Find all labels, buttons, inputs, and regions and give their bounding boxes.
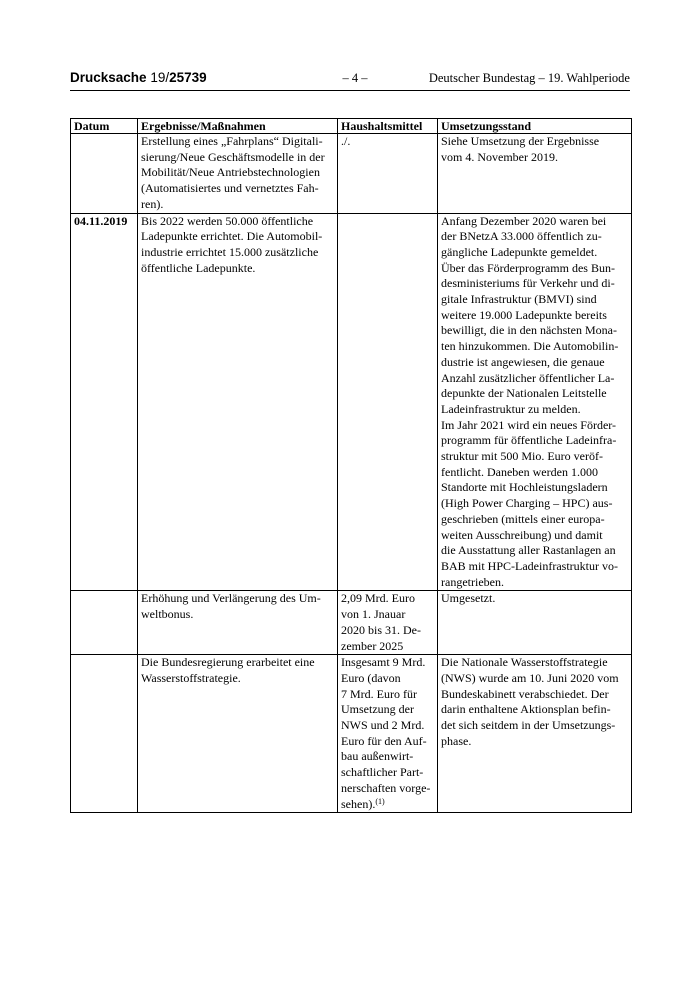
cell-line: der BNetzA 33.000 öffentlich zu-: [441, 229, 602, 244]
measures-cell: [138, 655, 338, 813]
status-cell: [438, 591, 632, 655]
cell-line: bewilligt, die in den nächsten Mona-: [441, 323, 617, 338]
cell-line: gängliche Ladepunkte gemeldet.: [441, 244, 598, 259]
column-header-measures: Ergebnisse/Maßnahmen: [138, 119, 338, 134]
cell-line: Über das Förderprogramm des Bun-: [441, 260, 615, 275]
cell-line: schaftlicher Part-: [341, 765, 424, 780]
cell-line: Erhöhung und Verlängerung des Um-: [141, 591, 321, 606]
cell-line: det sich seitdem in der Umsetzungs-: [441, 718, 616, 733]
cell-line: NWS und 2 Mrd.: [341, 718, 425, 733]
column-header-budget: Haushaltsmittel: [338, 119, 438, 134]
cell-line: ren).: [141, 196, 164, 211]
status-cell: [438, 213, 632, 591]
cell-line: 2,09 Mrd. Euro: [341, 591, 415, 606]
table-row: [71, 213, 632, 591]
page-number: – 4 –: [342, 71, 368, 85]
status-cell: [438, 134, 632, 214]
table-row: [71, 591, 632, 655]
cell-line: fentlicht. Daneben werden 1.000: [441, 464, 598, 479]
budget-cell: [338, 213, 438, 591]
cell-line: weitere 19.000 Ladepunkte bereits: [441, 307, 607, 322]
cell-line: rangetrieben.: [441, 574, 504, 589]
cell-line: weiten Ausschreibung) und damit: [441, 527, 603, 542]
cell-line: Erstellung eines „Fahrplans“ Digitali-: [141, 134, 323, 148]
cell-line: Bis 2022 werden 50.000 öffentliche: [141, 213, 314, 228]
cell-text: sehen).: [341, 796, 376, 811]
cell-line: (NWS) wurde am 10. Juni 2020 vom: [441, 670, 619, 685]
budget-cell: [338, 591, 438, 655]
footnote-marker: (1): [375, 796, 385, 806]
date-cell: [71, 655, 138, 813]
measures-cell: [138, 591, 338, 655]
budget-cell: [338, 655, 438, 813]
cell-line: (High Power Charging – HPC) aus-: [441, 496, 613, 511]
document-number-value: 25739: [169, 70, 207, 85]
measures-cell: [138, 134, 338, 214]
parliament-period: Deutscher Bundestag – 19. Wahlperiode: [428, 71, 630, 85]
column-header-status: Umsetzungsstand: [438, 119, 632, 134]
cell-line: Ladeinfrastruktur zu melden.: [441, 401, 581, 416]
status-cell: [438, 655, 632, 813]
header-rule: [70, 90, 630, 91]
page-header: [70, 70, 630, 90]
cell-line: Im Jahr 2021 wird ein neues Förder-: [441, 417, 617, 432]
cell-line: ./.: [341, 134, 351, 148]
cell-line: nerschaften vorge-: [341, 780, 431, 795]
cell-line: Umsetzung der: [341, 702, 414, 717]
measures-table: [70, 118, 632, 813]
cell-line: geschrieben (mittels einer europa-: [441, 511, 605, 526]
cell-line: zember 2025: [341, 638, 404, 653]
cell-line: Euro (davon: [341, 670, 401, 685]
cell-line: industrie errichtet 15.000 zusätzliche: [141, 244, 319, 259]
document-number: [70, 70, 207, 85]
cell-line: struktur mit 500 Mio. Euro veröf-: [441, 449, 603, 464]
cell-line: desministeriums für Verkehr und di-: [441, 276, 615, 291]
cell-line: Umgesetzt.: [441, 591, 496, 606]
cell-line: ten hinzukommen. Die Automobilin-: [441, 339, 619, 354]
cell-line: Die Nationale Wasserstoffstrategie: [441, 655, 608, 670]
cell-line: Die Bundesregierung erarbeitet eine: [141, 655, 315, 670]
cell-line: darin enthaltene Aktionsplan befin-: [441, 702, 611, 717]
cell-line: Anzahl zusätzlicher öffentlicher La-: [441, 370, 615, 385]
date-cell: [71, 591, 138, 655]
cell-line: [341, 797, 434, 813]
table-row: [71, 134, 632, 214]
cell-line: (Automatisiertes und vernetztes Fah-: [141, 181, 319, 196]
cell-line: bau außenwirt-: [341, 749, 414, 764]
cell-line: vom 4. November 2019.: [441, 149, 558, 164]
cell-line: die Ausstattung aller Rastanlagen an: [441, 543, 616, 558]
budget-cell: [338, 134, 438, 214]
cell-line: Mobilität/Neue Antriebstechnologien: [141, 165, 320, 180]
cell-line: Euro für den Auf-: [341, 733, 427, 748]
cell-line: dustrie ist angewiesen, die genaue: [441, 354, 605, 369]
document-number-prefix: 19/: [150, 70, 170, 85]
cell-line: Anfang Dezember 2020 waren bei: [441, 213, 607, 228]
cell-line: Insgesamt 9 Mrd.: [341, 655, 426, 670]
cell-line: 2020 bis 31. De-: [341, 622, 421, 637]
cell-line: programm für öffentliche Ladeinfra-: [441, 433, 617, 448]
measures-cell: [138, 213, 338, 591]
cell-line: 7 Mrd. Euro für: [341, 686, 417, 701]
cell-line: von 1. Jnauar: [341, 607, 406, 622]
cell-line: Bundeskabinett verabschiedet. Der: [441, 686, 609, 701]
cell-line: Standorte mit Hochleistungsladern: [441, 480, 608, 495]
cell-line: Wasserstoffstrategie.: [141, 670, 241, 685]
cell-line: BAB mit HPC-Ladeinfrastruktur vo-: [441, 558, 618, 573]
cell-line: phase.: [441, 733, 472, 748]
cell-line: öffentliche Ladepunkte.: [141, 260, 256, 275]
cell-line: depunkte der Nationalen Leitstelle: [441, 386, 607, 401]
cell-line: weltbonus.: [141, 607, 194, 622]
date-cell: [71, 134, 138, 214]
cell-line: Siehe Umsetzung der Ergebnisse: [441, 134, 600, 148]
table-header-row: [71, 119, 632, 134]
cell-line: Ladepunkte errichtet. Die Automobil-: [141, 229, 323, 244]
column-header-date: Datum: [71, 119, 138, 134]
cell-line: sierung/Neue Geschäftsmodelle in der: [141, 149, 325, 164]
table-row: [71, 655, 632, 813]
date-cell: 04.11.2019: [71, 213, 138, 591]
drucksache-label: Drucksache: [70, 70, 147, 85]
cell-line: gitale Infrastruktur (BMVI) sind: [441, 292, 597, 307]
